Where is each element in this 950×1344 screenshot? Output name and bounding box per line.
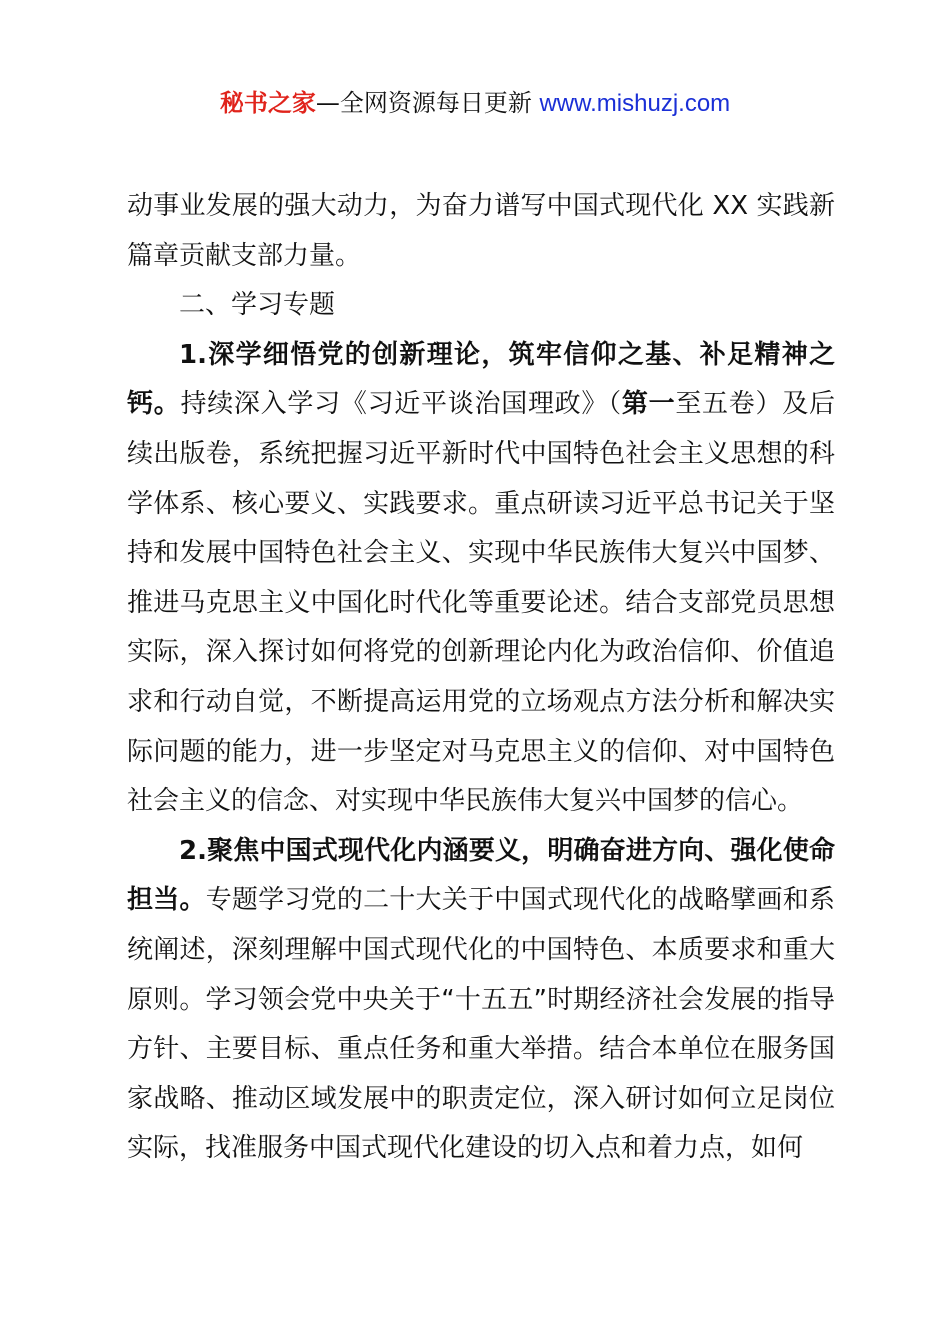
- site-url-link[interactable]: www.mishuzj.com: [539, 90, 731, 117]
- topic-1-text-a: 持续深入学习《习近平谈治国理政》（: [180, 389, 622, 420]
- brand-name: 秘书之家: [219, 89, 316, 117]
- document-body: [127, 182, 835, 1174]
- topic-1-text-bold: 第一: [621, 389, 676, 420]
- topic-2-text: 专题学习党的二十大关于中国式现代化的战略擘画和系统阐述，深刻理解中国式现代化的中国特色、本质要求和重大原则。学习领会党中央关于“十五五”时期经济社会发展的指导方针、主要目标、重点任务和重大举措。结合本单位在服务国家战略、推动区域发展中的职责定位，深入研讨如何立足岗位实际，找准服务中国式现代化建设的切入点和着力点，如何: [127, 885, 835, 1164]
- topic-2-paragraph: [127, 827, 835, 1174]
- header-tagline: —全网资源每日更新: [315, 89, 540, 117]
- topic-1-paragraph: [127, 331, 835, 827]
- topic-1-heading: 1.深学细悟党的创新理论，筑牢信仰之基、补足精神之钙。: [127, 339, 835, 420]
- page-header: [0, 86, 950, 121]
- topic-2-heading: 2.聚焦中国式现代化内涵要义，明确奋进方向、强化使命担当。: [127, 835, 835, 916]
- section-title: 二、学习专题: [179, 290, 336, 321]
- intro-paragraph: 动事业发展的强大动力，为奋力谱写中国式现代化 XX 实践新篇章贡献支部力量。: [127, 191, 835, 271]
- topic-1-text-b: 至五卷）及后续出版卷，系统把握习近平新时代中国特色社会主义思想的科学体系、核心要义、实践要求。重点研读习近平总书记关于坚持和发展中国特色社会主义、实现中华民族伟大复兴中国梦、推进马克思主义中国化时代化等重要论述。结合支部党员思想实际，深入探讨如何将党的创新理论内化为政治信仰、价值追求和行动自觉，不断提高运用党的立场观点方法分析和解决实际问题的能力，进一步坚定对马克思主义的信仰、对中国特色社会主义的信念、对实现中华民族伟大复兴中国梦的信心。: [127, 389, 835, 817]
